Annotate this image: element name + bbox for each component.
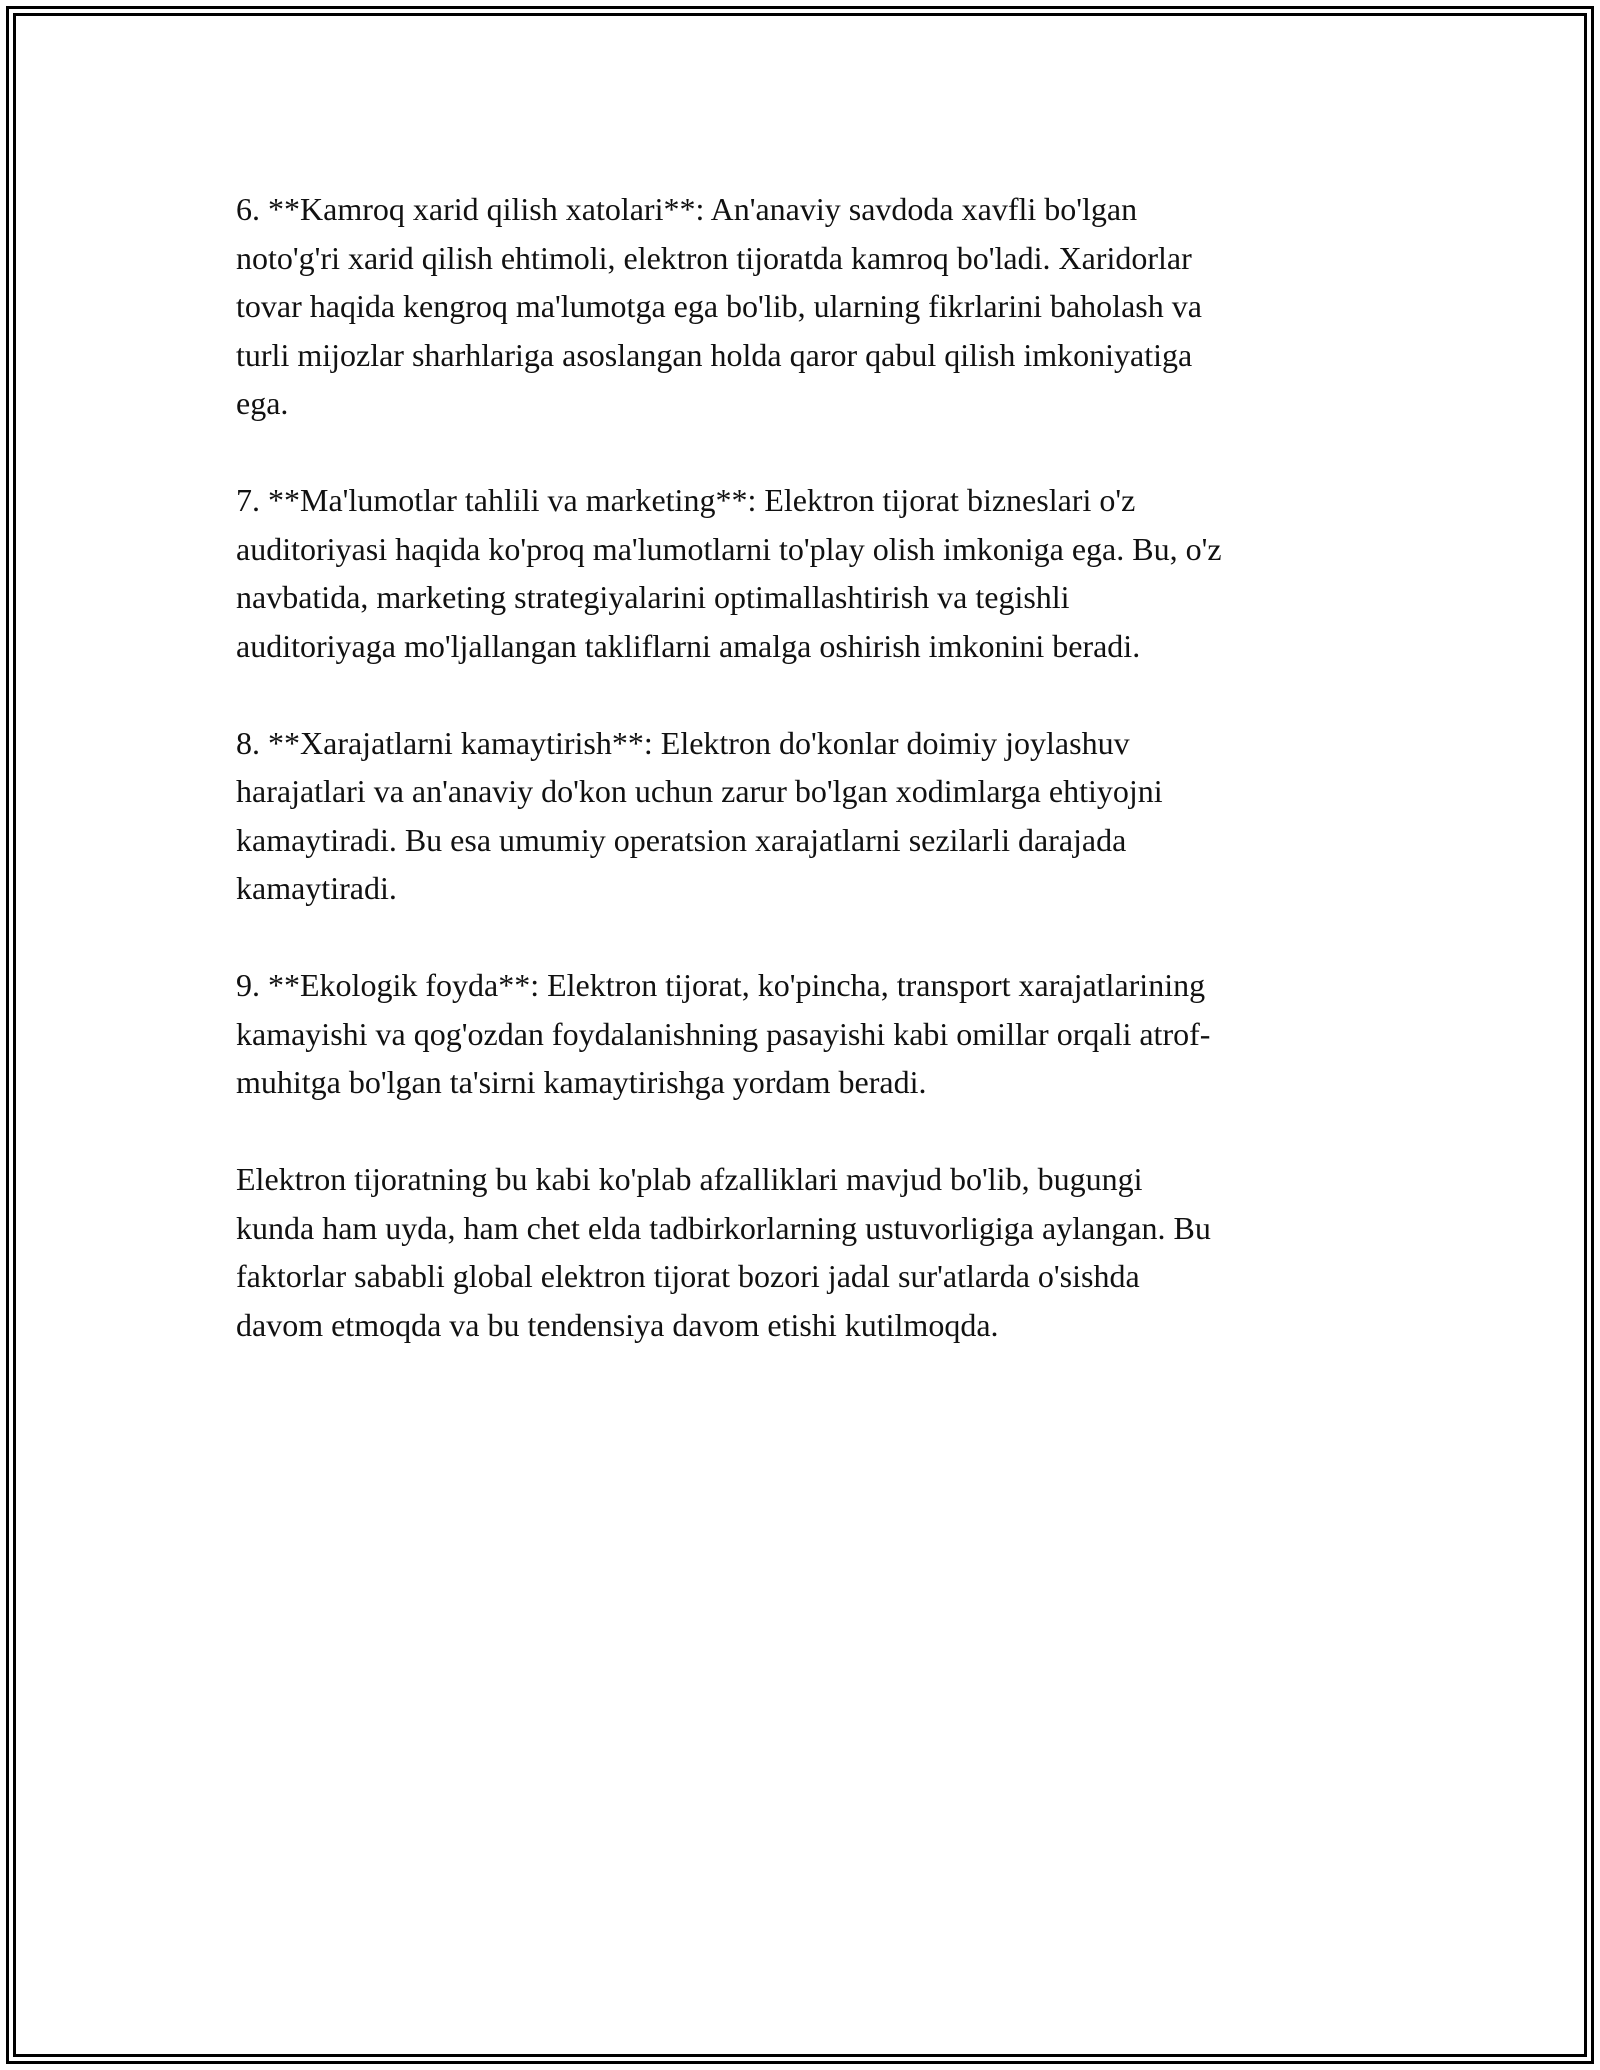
text-line: davom etmoqda va bu tendensiya davom etishi kutilmoqda. bbox=[236, 1306, 999, 1343]
paragraph-conclusion bbox=[236, 1155, 1376, 1349]
text-line: ega. bbox=[236, 385, 289, 421]
text-line: kamaytiradi. bbox=[236, 870, 397, 906]
paragraph-item-9 bbox=[236, 961, 1376, 1107]
text-line: muhitga bo'lgan ta'sirni kamaytirishga yordam beradi. bbox=[236, 1064, 927, 1100]
paragraph-item-6 bbox=[236, 185, 1376, 428]
text-line: auditoriyaga mo'ljallangan takliflarni amalga oshirish imkonini beradi. bbox=[236, 627, 1141, 664]
document-body bbox=[236, 185, 1376, 1398]
text-line: kunda ham uyda, ham chet elda tadbirkorlarning ustuvorligiga aylangan. Bu bbox=[236, 1209, 1211, 1246]
text-line: noto'g'ri xarid qilish ehtimoli, elektron tijoratda kamroq bo'ladi. Xaridorlar bbox=[236, 239, 1192, 276]
text-line: faktorlar sababli global elektron tijorat bozori jadal sur'atlarda o'sishda bbox=[236, 1258, 1140, 1294]
text-line: 6. **Kamroq xarid qilish xatolari**: An'anaviy savdoda xavfli bo'lgan bbox=[236, 191, 1138, 227]
text-line: auditoriyasi haqida ko'proq ma'lumotlarni to'play olish imkoniga ega. Bu, o'z bbox=[236, 530, 1222, 567]
paragraph-item-8 bbox=[236, 719, 1376, 913]
text-line: 8. **Xarajatlarni kamaytirish**: Elektron do'konlar doimiy joylashuv bbox=[236, 724, 1130, 761]
text-line: navbatida, marketing strategiyalarini optimallashtirish va tegishli bbox=[236, 579, 1070, 615]
text-line: tovar haqida kengroq ma'lumotga ega bo'lib, ularning fikrlarini baholash va bbox=[236, 288, 1202, 324]
text-line: 7. **Ma'lumotlar tahlili va marketing**: Elektron tijorat bizneslari o'z bbox=[236, 482, 1136, 518]
text-line: 9. **Ekologik foyda**: Elektron tijorat, ko'pincha, transport xarajatlarining bbox=[236, 967, 1206, 1003]
text-line: kamaytiradi. Bu esa umumiy operatsion xarajatlarni sezilarli darajada bbox=[236, 821, 1127, 858]
text-line: turli mijozlar sharhlariga asoslangan holda qaror qabul qilish imkoniyatiga bbox=[236, 336, 1193, 373]
text-line: harajatlari va an'anaviy do'kon uchun zarur bo'lgan xodimlarga ehtiyojni bbox=[236, 773, 1163, 809]
text-line: kamayishi va qog'ozdan foydalanishning pasayishi kabi omillar orqali atrof- bbox=[236, 1015, 1211, 1052]
paragraph-item-7 bbox=[236, 476, 1376, 670]
text-line: Elektron tijoratning bu kabi ko'plab afzalliklari mavjud bo'lib, bugungi bbox=[236, 1161, 1143, 1197]
